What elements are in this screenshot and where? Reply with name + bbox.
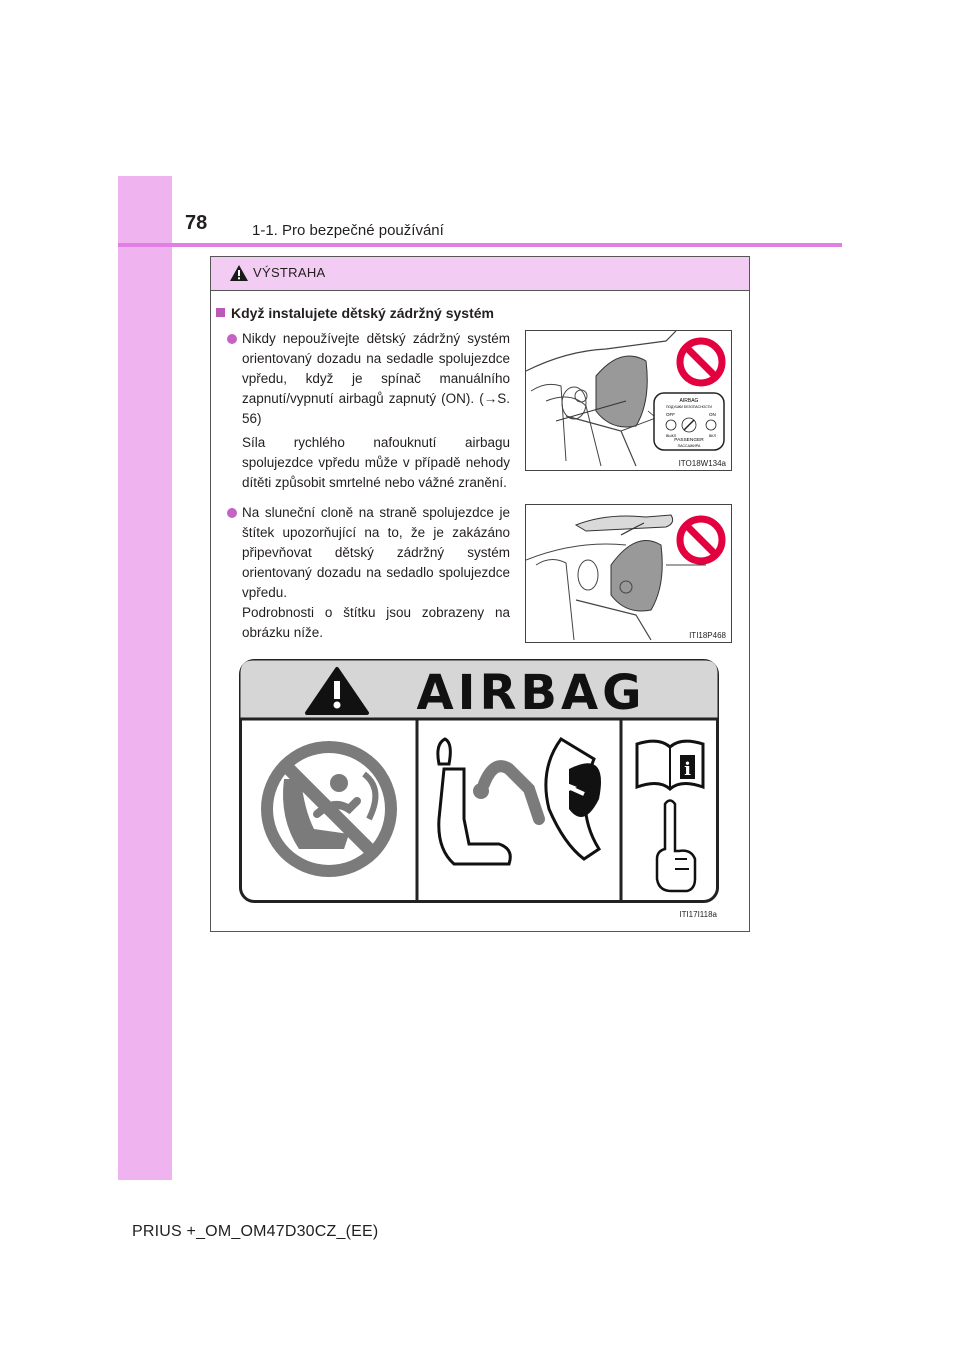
section-title: 1-1. Pro bezpečné používání bbox=[252, 222, 444, 239]
svg-text:ПОДУШКИ БЕЗОПАСНОСТИ: ПОДУШКИ БЕЗОПАСНОСТИ bbox=[665, 405, 713, 409]
illustration-airbag-switch bbox=[525, 330, 732, 471]
page-number: 78 bbox=[185, 212, 208, 234]
svg-text:ПАССАЖИРА: ПАССАЖИРА bbox=[677, 444, 701, 448]
warning-title: VÝSTRAHA bbox=[253, 265, 326, 280]
prohibition-icon bbox=[676, 515, 726, 565]
svg-text:AIRBAG: AIRBAG bbox=[679, 398, 699, 404]
svg-text:AIRBAG: AIRBAG bbox=[416, 665, 646, 721]
svg-text:i: i bbox=[684, 759, 691, 780]
svg-text:ON: ON bbox=[709, 412, 716, 417]
header-rule bbox=[118, 243, 842, 247]
side-color-strip bbox=[118, 176, 172, 1180]
no-rear-facing-seat-icon bbox=[261, 741, 397, 877]
prohibition-icon bbox=[676, 337, 726, 387]
footer-document-code: PRIUS +_OM_OM47D30CZ_(EE) bbox=[132, 1223, 379, 1240]
airbag-label-graphic bbox=[239, 659, 719, 903]
warning-triangle-icon bbox=[229, 264, 249, 282]
bullet-icon bbox=[227, 508, 237, 518]
image-code: ITI17I118a bbox=[679, 910, 717, 919]
bullet-icon bbox=[227, 334, 237, 344]
bullet-2-paragraph-1: Na sluneční cloně na straně spolujezdce je štítek upozorňující na to, že je zakázáno připevňovat dětský zádržný systém orientovaný dozadu na sedadlo spolujezdce vpředu. bbox=[242, 505, 510, 600]
warning-subheading: Když instalujete dětský zádržný systém bbox=[216, 305, 494, 321]
image-code: ITO18W134a bbox=[678, 459, 726, 468]
warning-box bbox=[210, 256, 750, 932]
bullet-item-2 bbox=[242, 503, 510, 647]
svg-text:ВЫКЛ: ВЫКЛ bbox=[666, 434, 677, 438]
bullet-2-paragraph-2: Podrobnosti o štítku jsou zobrazeny na obrázku níže. bbox=[242, 605, 510, 640]
image-code: ITI18P468 bbox=[689, 631, 726, 640]
svg-text:OFF: OFF bbox=[666, 412, 675, 417]
square-bullet-icon bbox=[216, 308, 225, 317]
bullet-1-paragraph-2: Síla rychlého nafouknutí airbagu spolujezdce vpředu může v případě nehody dítěti způsobit smrtelné nebo vážné zranění. bbox=[242, 435, 510, 490]
svg-text:PASSENGER: PASSENGER bbox=[674, 438, 704, 443]
illustration-sun-visor bbox=[525, 504, 732, 643]
airbag-warning-label bbox=[239, 659, 719, 919]
bullet-1-paragraph-1: Nikdy nepoužívejte dětský zádržný systém orientovaný dozadu na sedadle spolujezdce vpředu, když je spínač manuálního zapnutí/vypnutí airbagů zapnutý (ON). (→S. 56) bbox=[242, 331, 510, 426]
warning-header bbox=[211, 257, 749, 291]
bullet-item-1 bbox=[242, 329, 510, 497]
svg-text:ВКЛ: ВКЛ bbox=[709, 434, 716, 438]
